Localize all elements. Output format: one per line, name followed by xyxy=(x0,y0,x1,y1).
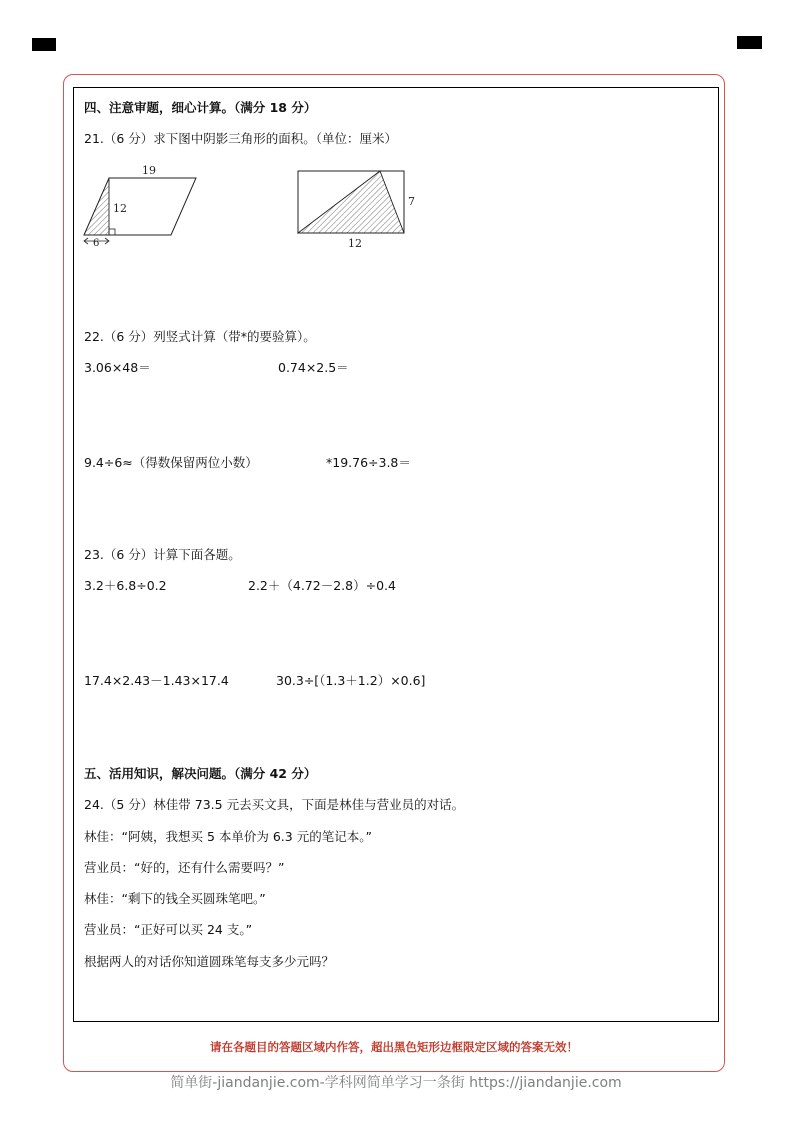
q22-item-3: 9.4÷6≈（得数保留两位小数） xyxy=(84,455,258,470)
q23-item-2: 2.2＋（4.72－2.8）÷0.4 xyxy=(248,578,396,593)
site-footer: 简单街-jiandanjie.com-学科网简单学习一条街 https://jiandanjie.com xyxy=(170,1075,622,1091)
alignment-marker-right xyxy=(737,36,762,49)
q24-line-5: 营业员：“正好可以买 24 支。” xyxy=(84,922,253,937)
q23-item-1: 3.2＋6.8÷0.2 xyxy=(84,578,167,593)
fig2-base-label: 12 xyxy=(348,237,362,250)
fig1-top-label: 19 xyxy=(142,164,156,177)
q24-line-2: 林佳：“阿姨，我想买 5 本单价为 6.3 元的笔记本。” xyxy=(84,829,372,844)
q23-item-3: 17.4×2.43－1.43×17.4 xyxy=(84,673,229,688)
right-angle-mark xyxy=(109,229,115,235)
section-5-heading: 五、活用知识，解决问题。（满分 42 分） xyxy=(84,766,317,781)
answer-area-warning: 请在各题目的答题区域内作答，超出黑色矩形边框限定区域的答案无效！ xyxy=(210,1040,578,1054)
q24-line-6: 根据两人的对话你知道圆珠笔每支多少元吗？ xyxy=(84,954,335,969)
alignment-marker-left xyxy=(32,38,56,51)
fig2-side-label: 7 xyxy=(408,195,415,208)
question-23-text: 23.（6 分）计算下面各题。 xyxy=(84,547,241,562)
question-21-text: 21.（6 分）求下图中阴影三角形的面积。（单位：厘米） xyxy=(84,131,398,146)
q22-item-2: 0.74×2.5＝ xyxy=(278,360,349,375)
fig1-base-label: 6 xyxy=(93,238,100,249)
section-4-heading: 四、注意审题，细心计算。（满分 18 分） xyxy=(84,100,317,115)
q24-line-1: 24.（5 分）林佳带 73.5 元去买文具，下面是林佳与营业员的对话。 xyxy=(84,797,465,812)
q23-item-4: 30.3÷[（1.3＋1.2）×0.6] xyxy=(276,673,426,688)
q22-item-4: *19.76÷3.8＝ xyxy=(326,455,411,470)
rectangle-figure xyxy=(292,163,422,253)
q22-item-1: 3.06×48＝ xyxy=(84,360,151,375)
q24-line-4: 林佳：“剩下的钱全买圆珠笔吧。” xyxy=(84,891,266,906)
q24-line-3: 营业员：“好的，还有什么需要吗？” xyxy=(84,860,285,875)
fig1-height-label: 12 xyxy=(113,202,127,215)
parallelogram-figure xyxy=(78,160,208,250)
shaded-triangle-2 xyxy=(298,171,404,233)
question-22-text: 22.（6 分）列竖式计算（带*的要验算）。 xyxy=(84,329,316,344)
